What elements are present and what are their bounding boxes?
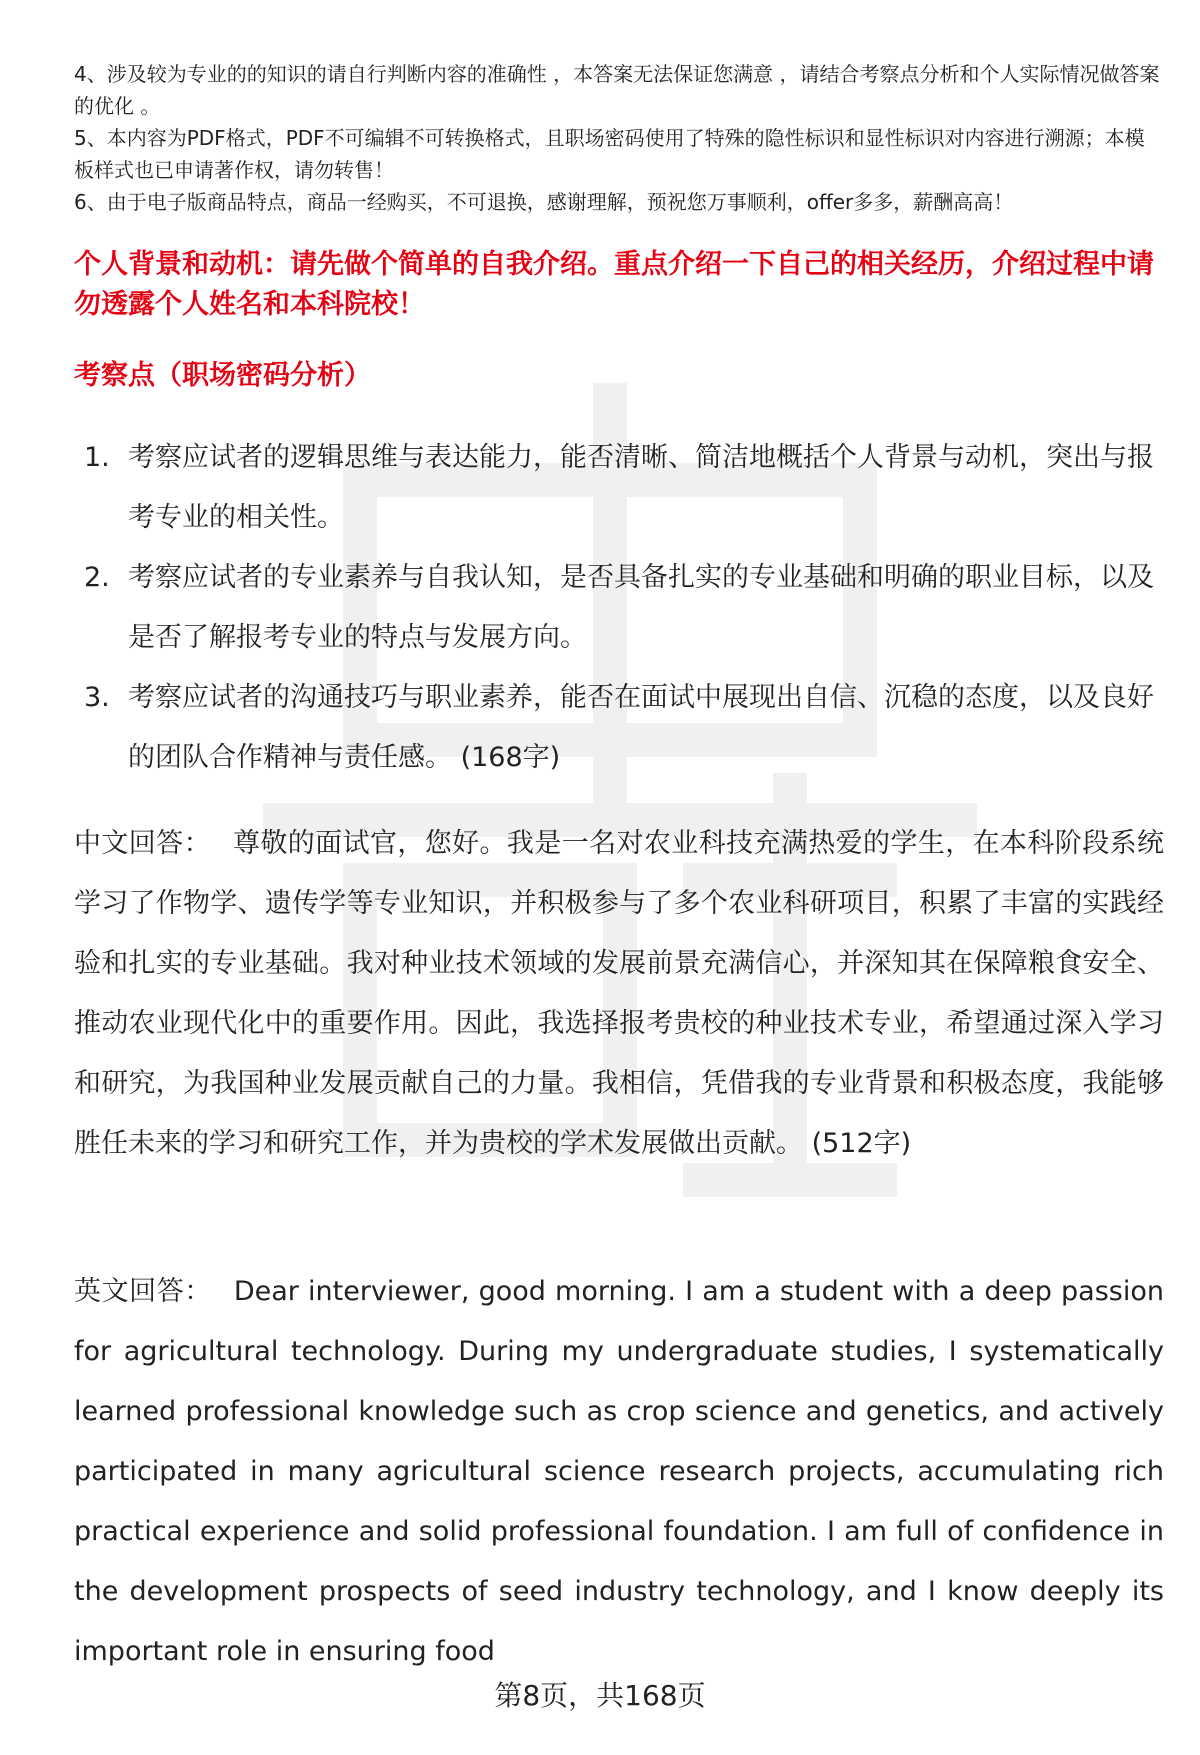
list-item-number: 2. xyxy=(84,562,110,593)
english-answer-label: 英文回答： xyxy=(74,1276,212,1307)
notice-item: 5、本内容为PDF格式，PDF不可编辑不可转换格式，且职场密码使用了特殊的隐性标识和显性标识对内容进行溯源；本模板样式也已申请著作权，请勿转售！ xyxy=(74,126,1145,182)
list-item-text: 考察应试者的逻辑思维与表达能力，能否清晰、简洁地概括个人背景与动机，突出与报考专业的相关性。 xyxy=(128,442,1154,533)
notice-item: 6、由于电子版商品特点，商品一经购买，不可退换，感谢理解，预祝您万事顺利，offer多多，薪酬高高！ xyxy=(74,190,1014,214)
notice-item: 4、涉及较为专业的的知识的请自行判断内容的准确性 ，本答案无法保证您满意 ，请结合考察点分析和个人实际情况做答案的优化 。 xyxy=(74,62,1160,118)
question-heading: 个人背景和动机：请先做个简单的自我介绍。重点介绍一下自己的相关经历，介绍过程中请勿透露个人姓名和本科院校！ xyxy=(74,249,1154,320)
list-item-number: 3. xyxy=(84,682,110,713)
list-item xyxy=(74,548,1164,668)
assessment-points-list xyxy=(74,428,1164,788)
chinese-answer-label: 中文回答： xyxy=(74,828,211,859)
chinese-answer-text: 尊敬的面试官，您好。我是一名对农业科技充满热爱的学生，在本科阶段系统学习了作物学、遗传学等专业知识，并积极参与了多个农业科研项目，积累了丰富的实践经验和扎实的专业基础。我对种业技术领域的发展前景充满信心，并深知其在保障粮食安全、推动农业现代化中的重要作用。因此，我选择报考贵校的种业技术专业，希望通过深入学习和研究，为我国种业发展贡献自己的力量。我相信，凭借我的专业背景和积极态度，我能够胜任未来的学习和研究工作，并为贵校的学术发展做出贡献。 (512字) xyxy=(74,828,1165,1159)
chinese-answer xyxy=(74,814,1164,1174)
notice-list xyxy=(74,58,1164,218)
list-item-text: 考察应试者的沟通技巧与职业素养，能否在面试中展现出自信、沉稳的态度，以及良好的团队合作精神与责任感。 (168字) xyxy=(128,682,1154,773)
english-answer-text: Dear interviewer, good morning. I am a student with a deep passion for agricultural technology. During my undergraduate studies, I systematically learned professional knowledge such as crop science and genetics, and actively participated in many agricultural science research projects, accumulating rich practical experience and solid professional foundation. I am full of confidence in the development prospects of seed industry technology, and I know deeply its important role in ensuring food xyxy=(74,1276,1164,1667)
list-item xyxy=(74,668,1164,788)
list-item xyxy=(74,428,1164,548)
assessment-points-heading: 考察点（职场密码分析） xyxy=(74,360,371,391)
page-number-footer: 第8页，共168页 xyxy=(494,1679,706,1712)
list-item-text: 考察应试者的专业素养与自我认知，是否具备扎实的专业基础和明确的职业目标，以及是否了解报考专业的特点与发展方向。 xyxy=(128,562,1154,653)
list-item-number: 1. xyxy=(84,442,110,473)
english-answer xyxy=(74,1262,1164,1682)
